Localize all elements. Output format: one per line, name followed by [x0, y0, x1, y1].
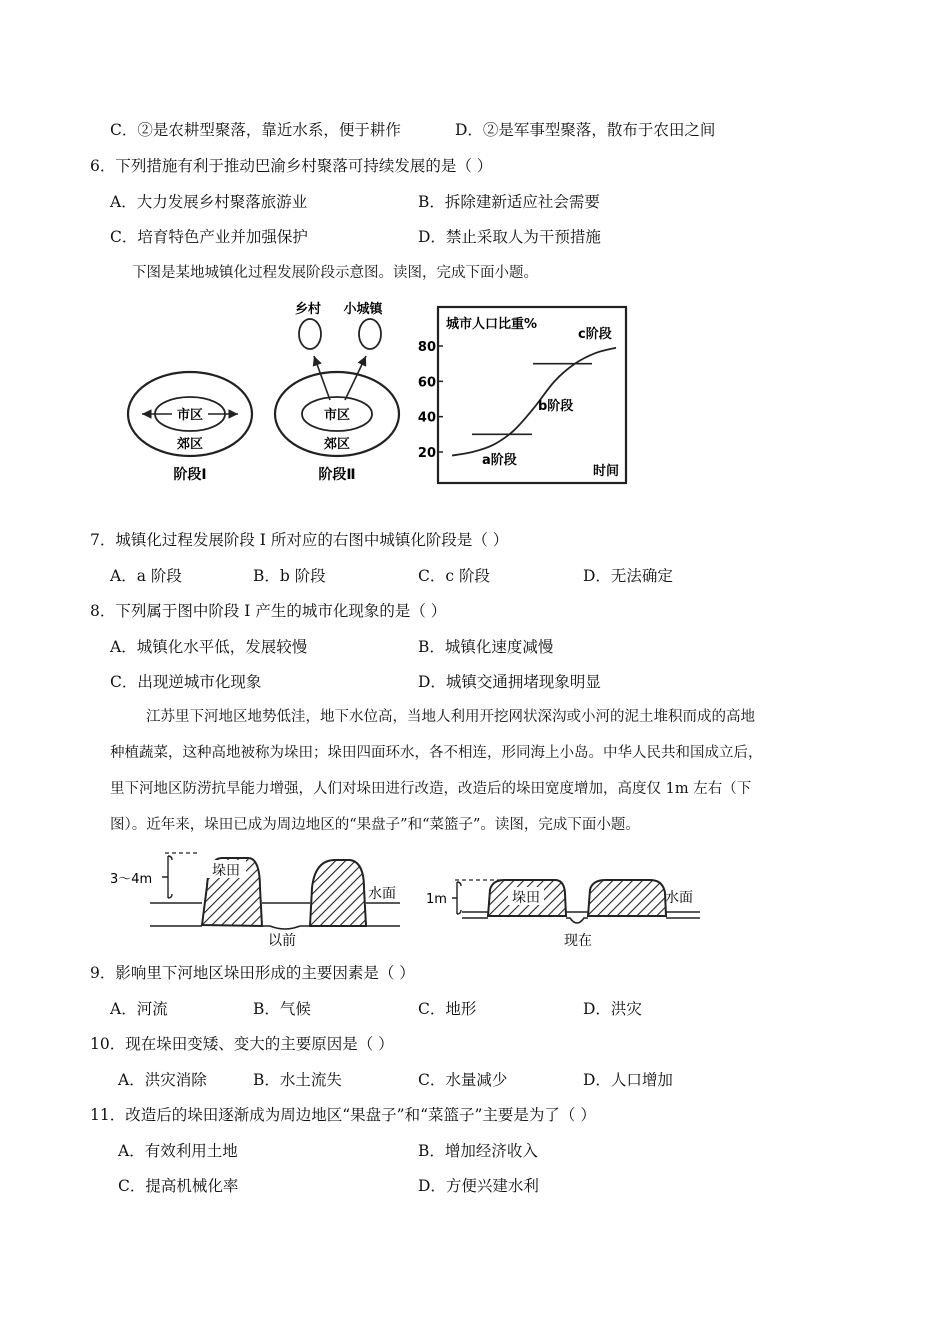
height-label-now: 1m [426, 892, 447, 907]
stage1-label: 阶段Ⅰ [173, 467, 207, 483]
question-10: 10．现在垛田变矮、变大的主要原因是（ ） [90, 1035, 394, 1053]
question-7: 7．城镇化过程发展阶段 I 所对应的右图中城镇化阶段是（ ） [90, 531, 509, 549]
chart-title: 城市人口比重% [446, 317, 538, 332]
q9-option-c: C．地形 [418, 1000, 477, 1018]
stage2-label: 阶段Ⅱ [318, 467, 356, 483]
y-tick-label: 80 [417, 340, 436, 355]
arrow-to-rural [314, 356, 330, 400]
label-before: 以前 [268, 933, 296, 949]
annotation-stage-a: a阶段 [482, 453, 517, 468]
city-label-stage2: 市区 [323, 408, 351, 423]
water-label-before: 水面 [368, 886, 396, 902]
rural-oval [299, 319, 321, 349]
height-label-before: 3～4m [110, 872, 153, 887]
chart-xlabel: 时间 [592, 464, 620, 479]
q11-option-d: D．方便兴建水利 [418, 1177, 539, 1195]
annotation-stage-b: b阶段 [538, 399, 574, 414]
q7-option-b: B．b 阶段 [253, 567, 326, 585]
town-label: 小城镇 [343, 302, 383, 317]
q8-option-d: D．城镇交通拥堵现象明显 [418, 673, 601, 691]
q6-option-c: C．培育特色产业并加强保护 [110, 228, 308, 246]
q6-option-a: A．大力发展乡村聚落旅游业 [110, 193, 308, 211]
question-11: 11．改造后的垛田逐渐成为周边地区“果盘子”和“菜篮子”主要是为了（ ） [90, 1106, 596, 1124]
question-8: 8．下列属于图中阶段 I 产生的城市化现象的是（ ） [90, 602, 447, 620]
q9-option-d: D．洪灾 [583, 1000, 642, 1018]
height-brace-now [452, 882, 461, 914]
height-brace-before [162, 856, 172, 898]
question-6: 6．下列措施有利于推动巴渝乡村聚落可持续发展的是（ ） [90, 157, 493, 175]
field-label-now: 垛田 [512, 890, 540, 906]
q10-option-d: D．人口增加 [583, 1071, 673, 1089]
cross-section-before [110, 853, 400, 949]
y-tick-label: 60 [417, 375, 436, 391]
q7-option-c: C．c 阶段 [418, 567, 490, 585]
annotation-stage-c: c阶段 [578, 327, 612, 342]
q9-option-b: B．气候 [253, 1000, 311, 1018]
duotian-cross-section-figure [110, 848, 710, 950]
passage-line-1: 江苏里下河地区地势低洼，地下水位高，当地人利用开挖网状深沟或小河的泥土堆积而成的高地 [146, 709, 755, 725]
option-d-q5: D．②是军事型聚落，散布于农田之间 [455, 121, 716, 139]
q6-option-d: D．禁止采取人为干预措施 [418, 228, 601, 246]
q11-option-b: B．增加经济收入 [418, 1142, 538, 1160]
city-label-stage1: 市区 [176, 408, 204, 423]
q7-option-a: A．a 阶段 [110, 567, 182, 585]
q8-option-b: B．城镇化速度减慢 [418, 638, 554, 656]
urbanization-stage-figure [120, 292, 640, 497]
urbanization-curve-chart [418, 307, 626, 483]
q10-option-c: C．水量减少 [418, 1071, 508, 1089]
question-9: 9．影响里下河地区垛田形成的主要因素是（ ） [90, 964, 415, 982]
arrow-to-town [345, 356, 366, 400]
town-oval [359, 319, 381, 349]
passage-line-3: 里下河地区防涝抗旱能力增强，人们对垛田进行改造，改造后的垛田宽度增加，高度仅 1m 左右（下 [110, 781, 752, 797]
q10-option-b: B．水土流失 [253, 1071, 342, 1089]
q8-option-a: A．城镇化水平低，发展较慢 [110, 638, 308, 656]
field-now-2 [588, 880, 666, 916]
q6-option-b: B．拆除建新适应社会需要 [418, 193, 600, 211]
q11-option-c: C．提高机械化率 [118, 1177, 239, 1195]
q11-option-a: A．有效利用土地 [118, 1142, 238, 1160]
water-label-now: 水面 [665, 890, 693, 906]
q9-option-a: A．河流 [110, 1000, 168, 1018]
q7-option-d: D．无法确定 [583, 567, 673, 585]
suburb-label-stage1: 郊区 [176, 437, 204, 452]
passage-line-4: 图）。近年来，垛田已成为周边地区的“果盘子”和“菜篮子”。读图，完成下面小题。 [110, 817, 640, 833]
suburb-label-stage2: 郊区 [323, 437, 351, 452]
field-label-before: 垛田 [212, 863, 240, 879]
q8-option-c: C．出现逆城市化现象 [110, 673, 262, 691]
option-c-q5: C．②是农耕型聚落，靠近水系，便于耕作 [110, 121, 401, 139]
passage-line-2: 种植蔬菜，这种高地被称为垛田；垛田四面环水，各不相连，形同海上小岛。中华人民共和国成立后， [110, 745, 763, 761]
cross-section-now [426, 880, 700, 949]
rural-label: 乡村 [294, 302, 322, 317]
q10-option-a: A．洪灾消除 [118, 1071, 207, 1089]
y-tick-label: 40 [417, 410, 436, 426]
field-before-2 [310, 860, 366, 926]
label-now: 现在 [564, 933, 592, 949]
intro-urbanization: 下图是某地城镇化过程发展阶段示意图。读图，完成下面小题。 [132, 265, 538, 281]
y-tick-label: 20 [417, 446, 436, 461]
